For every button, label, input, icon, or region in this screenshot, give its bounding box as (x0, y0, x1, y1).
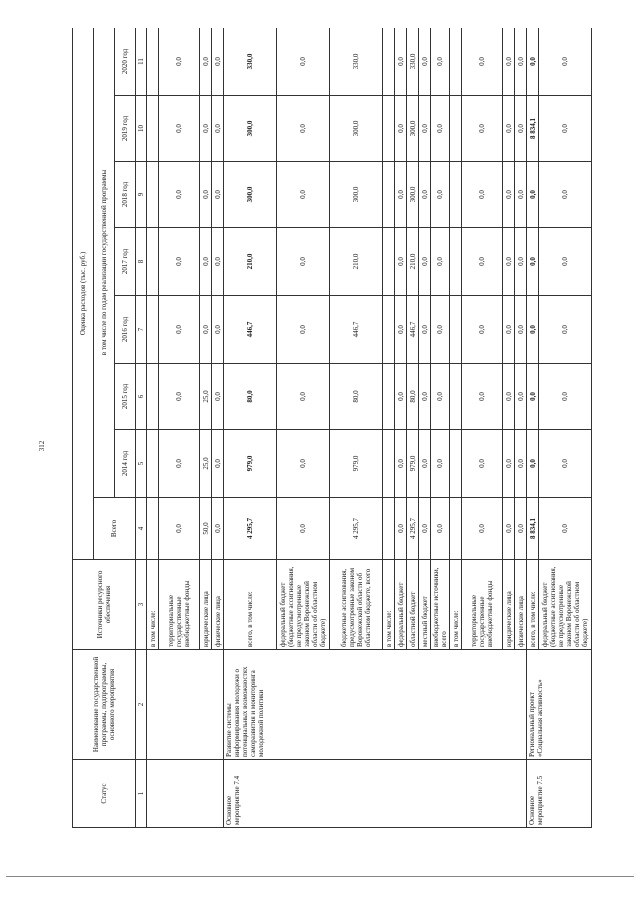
year-value-cell: 0,0 (539, 296, 592, 364)
total-value-cell: 0,0 (159, 498, 200, 560)
year-value-cell: 0,0 (462, 296, 503, 364)
year-value-cell (383, 28, 395, 96)
year-value-cell: 0,0 (395, 96, 407, 162)
year-value-cell: 0,0 (200, 28, 212, 96)
year-value-cell: 0,0 (277, 364, 330, 430)
total-value-cell (147, 498, 159, 560)
program-name-cell (147, 650, 224, 760)
year-value-cell: 0,0 (212, 296, 224, 364)
year-value-cell: 0,0 (212, 228, 224, 296)
year-value-cell: 0,0 (277, 228, 330, 296)
year-value-cell: 0,0 (527, 430, 539, 498)
total-value-cell: 0,0 (539, 498, 592, 560)
year-value-cell: 0,0 (212, 430, 224, 498)
year-value-cell: 0,0 (395, 364, 407, 430)
source-cell: в том числе: (147, 560, 159, 650)
year-value-cell: 0,0 (539, 28, 592, 96)
year-value-cell: 0,0 (159, 28, 200, 96)
total-value-cell: 0,0 (431, 498, 450, 560)
year-value-cell: 0,0 (277, 162, 330, 228)
year-value-cell: 0,0 (277, 96, 330, 162)
year-value-cell: 0,0 (212, 162, 224, 228)
source-cell: территориальные государственные внебюджетные фонды (462, 560, 503, 650)
year-value-cell: 0,0 (395, 162, 407, 228)
year-value-cell: 210,0 (224, 228, 277, 296)
col-number: 2 (136, 650, 147, 760)
year-value-cell: 0,0 (503, 96, 515, 162)
total-value-cell: 4 295,7 (330, 498, 383, 560)
year-value-cell: 330,0 (407, 28, 419, 96)
year-value-cell: 0,0 (212, 364, 224, 430)
table-row (147, 28, 159, 828)
year-value-cell: 80,0 (407, 364, 419, 430)
year-value-cell: 0,0 (159, 364, 200, 430)
year-value-cell: 0,0 (200, 296, 212, 364)
col-number: 7 (136, 296, 147, 364)
year-value-cell (383, 96, 395, 162)
source-cell: всего, в том числе: (527, 560, 539, 650)
year-value-cell: 0,0 (200, 228, 212, 296)
header-status: Статус (73, 760, 136, 828)
col-number: 6 (136, 364, 147, 430)
year-value-cell: 0,0 (431, 96, 450, 162)
year-value-cell: 0,0 (539, 364, 592, 430)
header-total: Всего (94, 498, 136, 560)
year-value-cell: 8 834,1 (527, 96, 539, 162)
year-value-cell: 0,0 (431, 430, 450, 498)
year-value-cell (450, 296, 462, 364)
source-cell: в том числе: (383, 560, 395, 650)
year-value-cell: 0,0 (515, 162, 527, 228)
program-name-cell: Развитие системы информирования молодежи о потенциальных возможностях саморазвития и мониторинга молодежной политики (224, 650, 527, 760)
header-year: 2018 год (115, 162, 136, 228)
year-value-cell: 0,0 (431, 162, 450, 228)
year-value-cell (147, 28, 159, 96)
table-row (527, 28, 539, 828)
year-value-cell: 0,0 (419, 296, 431, 364)
year-value-cell: 0,0 (503, 296, 515, 364)
year-value-cell: 0,0 (527, 296, 539, 364)
col-number: 5 (136, 430, 147, 498)
year-value-cell (147, 162, 159, 228)
year-value-cell: 979,0 (224, 430, 277, 498)
year-value-cell (147, 228, 159, 296)
source-cell: федеральный бюджет (395, 560, 407, 650)
year-value-cell: 300,0 (407, 96, 419, 162)
year-value-cell: 0,0 (515, 96, 527, 162)
year-value-cell: 0,0 (503, 228, 515, 296)
source-cell: территориальные государственные внебюджетные фонды (159, 560, 200, 650)
year-value-cell: 0,0 (462, 162, 503, 228)
table-row (224, 28, 277, 828)
year-value-cell: 0,0 (200, 96, 212, 162)
year-value-cell: 446,7 (407, 296, 419, 364)
year-value-cell: 0,0 (431, 228, 450, 296)
year-value-cell: 0,0 (395, 228, 407, 296)
year-value-cell: 300,0 (224, 96, 277, 162)
source-cell: федеральный бюджет (бюджетные ассигнования, не предусмотренные законом Воронежской области об областном бюджете) (277, 560, 330, 650)
year-value-cell: 0,0 (462, 364, 503, 430)
year-value-cell: 0,0 (503, 28, 515, 96)
year-value-cell (383, 228, 395, 296)
source-cell: бюджетные ассигнования, предусмотренные законом Воронежской области об областном бюджете, всего (330, 560, 383, 650)
year-value-cell: 0,0 (431, 296, 450, 364)
year-value-cell: 0,0 (419, 162, 431, 228)
col-number: 11 (136, 28, 147, 96)
source-cell: физические лица (515, 560, 527, 650)
source-cell: юридические лица (200, 560, 212, 650)
source-cell: в том числе: (450, 560, 462, 650)
year-value-cell: 210,0 (330, 228, 383, 296)
year-value-cell: 210,0 (407, 228, 419, 296)
year-value-cell (450, 162, 462, 228)
year-value-cell: 0,0 (419, 430, 431, 498)
total-value-cell: 0,0 (515, 498, 527, 560)
header-year: 2014 год (115, 430, 136, 498)
year-value-cell: 0,0 (462, 96, 503, 162)
year-value-cell: 0,0 (159, 228, 200, 296)
total-value-cell: 4 295,7 (407, 498, 419, 560)
year-value-cell (147, 430, 159, 498)
year-value-cell: 0,0 (515, 430, 527, 498)
col-number: 9 (136, 162, 147, 228)
year-value-cell: 0,0 (419, 364, 431, 430)
year-value-cell: 0,0 (159, 162, 200, 228)
year-value-cell: 0,0 (462, 228, 503, 296)
year-value-cell: 0,0 (395, 28, 407, 96)
total-value-cell: 0,0 (395, 498, 407, 560)
total-value-cell: 4 295,7 (224, 498, 277, 560)
table-body (147, 28, 592, 828)
year-value-cell: 0,0 (212, 28, 224, 96)
year-value-cell: 0,0 (462, 430, 503, 498)
total-value-cell (383, 498, 395, 560)
year-value-cell: 0,0 (159, 296, 200, 364)
source-cell: юридические лица (503, 560, 515, 650)
total-value-cell: 0,0 (462, 498, 503, 560)
col-number: 1 (136, 760, 147, 828)
year-value-cell: 0,0 (515, 364, 527, 430)
source-cell: внебюджетные источники, всего (431, 560, 450, 650)
year-value-cell: 0,0 (539, 96, 592, 162)
year-value-cell: 25,0 (200, 430, 212, 498)
header-year: 2019 год (115, 96, 136, 162)
year-value-cell (383, 296, 395, 364)
year-value-cell: 0,0 (503, 364, 515, 430)
year-value-cell: 300,0 (330, 162, 383, 228)
year-value-cell (383, 162, 395, 228)
year-value-cell: 979,0 (330, 430, 383, 498)
source-cell: областной бюджет (407, 560, 419, 650)
year-value-cell: 300,0 (224, 162, 277, 228)
year-value-cell (147, 296, 159, 364)
header-name: Наименование государственной программы, подпрограммы, основного мероприятия (73, 650, 136, 760)
year-value-cell (450, 96, 462, 162)
total-value-cell: 50,0 (200, 498, 212, 560)
year-value-cell: 0,0 (527, 364, 539, 430)
year-value-cell: 0,0 (419, 228, 431, 296)
header-estimate: Оценка расходов (тыс. руб.) (73, 28, 94, 560)
year-value-cell: 0,0 (527, 228, 539, 296)
total-value-cell: 0,0 (503, 498, 515, 560)
year-value-cell: 0,0 (419, 96, 431, 162)
year-value-cell: 446,7 (224, 296, 277, 364)
col-number: 3 (136, 560, 147, 650)
total-value-cell (450, 498, 462, 560)
total-value-cell: 0,0 (212, 498, 224, 560)
year-value-cell: 0,0 (539, 228, 592, 296)
year-value-cell (450, 228, 462, 296)
header-in-years: в том числе по годам реализации государственной программы (94, 28, 115, 498)
header-year: 2020 год (115, 28, 136, 96)
year-value-cell: 330,0 (330, 28, 383, 96)
status-cell: Основное мероприятие 7.4 (224, 760, 527, 828)
year-value-cell (147, 364, 159, 430)
year-value-cell: 979,0 (407, 430, 419, 498)
year-value-cell: 0,0 (431, 364, 450, 430)
status-cell (147, 760, 224, 828)
year-value-cell: 330,0 (224, 28, 277, 96)
year-value-cell: 0,0 (395, 296, 407, 364)
page-bottom-rule (6, 876, 634, 877)
year-value-cell (147, 96, 159, 162)
header-year: 2016 год (115, 296, 136, 364)
col-number: 10 (136, 96, 147, 162)
year-value-cell (450, 28, 462, 96)
year-value-cell: 80,0 (330, 364, 383, 430)
col-number: 8 (136, 228, 147, 296)
year-value-cell: 0,0 (539, 162, 592, 228)
year-value-cell: 0,0 (159, 96, 200, 162)
col-number: 4 (136, 498, 147, 560)
year-value-cell: 0,0 (515, 28, 527, 96)
year-value-cell: 0,0 (277, 430, 330, 498)
year-value-cell: 300,0 (330, 96, 383, 162)
table-container (72, 28, 612, 828)
year-value-cell (450, 364, 462, 430)
rotated-page (72, 28, 612, 828)
header-year: 2017 год (115, 228, 136, 296)
expenditure-table (72, 28, 592, 828)
header-source: Источники ресурсного обеспечения (73, 560, 136, 650)
source-cell: физические лица (212, 560, 224, 650)
year-value-cell: 0,0 (200, 162, 212, 228)
year-value-cell: 0,0 (212, 96, 224, 162)
source-cell: местный бюджет (419, 560, 431, 650)
year-value-cell: 0,0 (527, 162, 539, 228)
year-value-cell: 0,0 (503, 430, 515, 498)
year-value-cell: 0,0 (159, 430, 200, 498)
year-value-cell: 0,0 (527, 28, 539, 96)
year-value-cell: 0,0 (503, 162, 515, 228)
year-value-cell: 0,0 (515, 228, 527, 296)
year-value-cell: 0,0 (419, 28, 431, 96)
program-name-cell: Региональный проект «Социальная активность» (527, 650, 592, 760)
year-value-cell: 0,0 (539, 430, 592, 498)
year-value-cell: 0,0 (515, 296, 527, 364)
year-value-cell: 0,0 (277, 296, 330, 364)
year-value-cell: 0,0 (462, 28, 503, 96)
year-value-cell: 0,0 (431, 28, 450, 96)
year-value-cell: 446,7 (330, 296, 383, 364)
year-value-cell: 25,0 (200, 364, 212, 430)
page-number: 312 (38, 440, 46, 452)
year-value-cell (450, 430, 462, 498)
source-cell: всего, в том числе: (224, 560, 277, 650)
year-value-cell (383, 430, 395, 498)
year-value-cell (383, 364, 395, 430)
year-value-cell: 0,0 (277, 28, 330, 96)
year-value-cell: 300,0 (407, 162, 419, 228)
header-year: 2015 год (115, 364, 136, 430)
total-value-cell: 0,0 (277, 498, 330, 560)
source-cell: федеральный бюджет (бюджетные ассигнования, не предусмотренные законом Воронежской области об областном бюджете) (539, 560, 592, 650)
total-value-cell: 8 834,1 (527, 498, 539, 560)
status-cell: Основное мероприятие 7.5 (527, 760, 592, 828)
year-value-cell: 0,0 (395, 430, 407, 498)
year-value-cell: 80,0 (224, 364, 277, 430)
total-value-cell: 0,0 (419, 498, 431, 560)
